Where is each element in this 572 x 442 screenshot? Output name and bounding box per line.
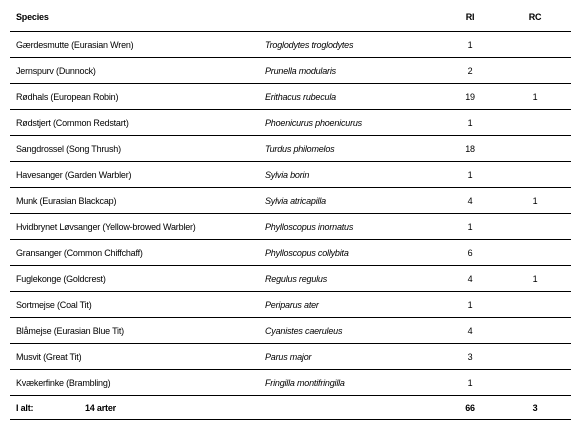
species-name: Fuglekonge (Goldcrest) [16, 273, 106, 284]
total-rc: 3 [532, 402, 538, 413]
species-name: Hvidbrynet Løvsanger (Yellow-browed Warbler) [16, 221, 196, 232]
table-row [10, 110, 571, 136]
total-ri: 66 [465, 402, 475, 413]
latin-name: Regulus regulus [265, 273, 328, 284]
rc-value [525, 214, 545, 239]
species-name: Sangdrossel (Song Thrush) [16, 143, 121, 154]
ri-value: 4 [467, 273, 473, 284]
table-row [10, 344, 571, 370]
latin-name: Parus major [265, 351, 312, 362]
rc-value: 1 [532, 91, 538, 102]
ri-value: 6 [467, 247, 473, 258]
ri-value: 1 [467, 169, 473, 180]
table-row [10, 58, 571, 84]
ri-value: 1 [467, 299, 473, 310]
table-row [10, 188, 571, 214]
latin-name: Sylvia borin [265, 169, 310, 180]
header-rc: RC [528, 11, 542, 22]
rc-value: 1 [532, 273, 538, 284]
species-name: Munk (Eurasian Blackcap) [16, 195, 117, 206]
rc-value [525, 292, 545, 317]
header-ri: RI [465, 11, 475, 22]
rc-value: 1 [532, 195, 538, 206]
species-name: Gærdesmutte (Eurasian Wren) [16, 39, 134, 50]
species-name: Sortmejse (Coal Tit) [16, 299, 92, 310]
ri-value: 2 [467, 65, 473, 76]
table-row [10, 266, 571, 292]
species-name: Rødhals (European Robin) [16, 91, 119, 102]
table-row [10, 214, 571, 240]
species-table [10, 2, 571, 420]
species-name: Musvit (Great Tit) [16, 351, 82, 362]
ri-value: 18 [465, 143, 475, 154]
latin-name: Phylloscopus inornatus [265, 221, 354, 232]
table-header [10, 2, 571, 32]
header-species: Species [16, 11, 49, 22]
latin-name: Erithacus rubecula [265, 91, 336, 102]
ri-value: 1 [467, 117, 473, 128]
table-body [10, 32, 571, 396]
rc-value [525, 318, 545, 343]
latin-name: Turdus philomelos [265, 143, 335, 154]
rc-value [525, 162, 545, 187]
ri-value: 1 [467, 39, 473, 50]
table-row [10, 370, 571, 396]
ri-value: 1 [467, 377, 473, 388]
latin-name: Sylvia atricapilla [265, 195, 326, 206]
table-row [10, 162, 571, 188]
latin-name: Cyanistes caeruleus [265, 325, 343, 336]
ri-value: 19 [465, 91, 475, 102]
total-species-count: 14 arter [85, 402, 116, 413]
species-name: Kvækerfinke (Brambling) [16, 377, 111, 388]
latin-name: Phoenicurus phoenicurus [265, 117, 362, 128]
table-row [10, 240, 571, 266]
rc-value [525, 110, 545, 135]
table-row [10, 292, 571, 318]
species-name: Rødstjert (Common Redstart) [16, 117, 129, 128]
ri-value: 4 [467, 325, 473, 336]
species-name: Gransanger (Common Chiffchaff) [16, 247, 143, 258]
latin-name: Fringilla montifringilla [265, 377, 345, 388]
species-name: Jernspurv (Dunnock) [16, 65, 96, 76]
rc-value [525, 32, 545, 57]
ri-value: 1 [467, 221, 473, 232]
rc-value [525, 370, 545, 395]
rc-value [525, 240, 545, 265]
table-row [10, 136, 571, 162]
rc-value [525, 58, 545, 83]
table-row [10, 318, 571, 344]
latin-name: Prunella modularis [265, 65, 336, 76]
latin-name: Periparus ater [265, 299, 319, 310]
rc-value [525, 136, 545, 161]
ri-value: 3 [467, 351, 473, 362]
ri-value: 4 [467, 195, 473, 206]
total-row [10, 396, 571, 420]
table-row [10, 84, 571, 110]
latin-name: Phylloscopus collybita [265, 247, 349, 258]
species-name: Havesanger (Garden Warbler) [16, 169, 132, 180]
table-row [10, 32, 571, 58]
latin-name: Troglodytes troglodytes [265, 39, 354, 50]
species-name: Blåmejse (Eurasian Blue Tit) [16, 325, 124, 336]
rc-value [525, 344, 545, 369]
total-label: I alt: [16, 402, 34, 413]
